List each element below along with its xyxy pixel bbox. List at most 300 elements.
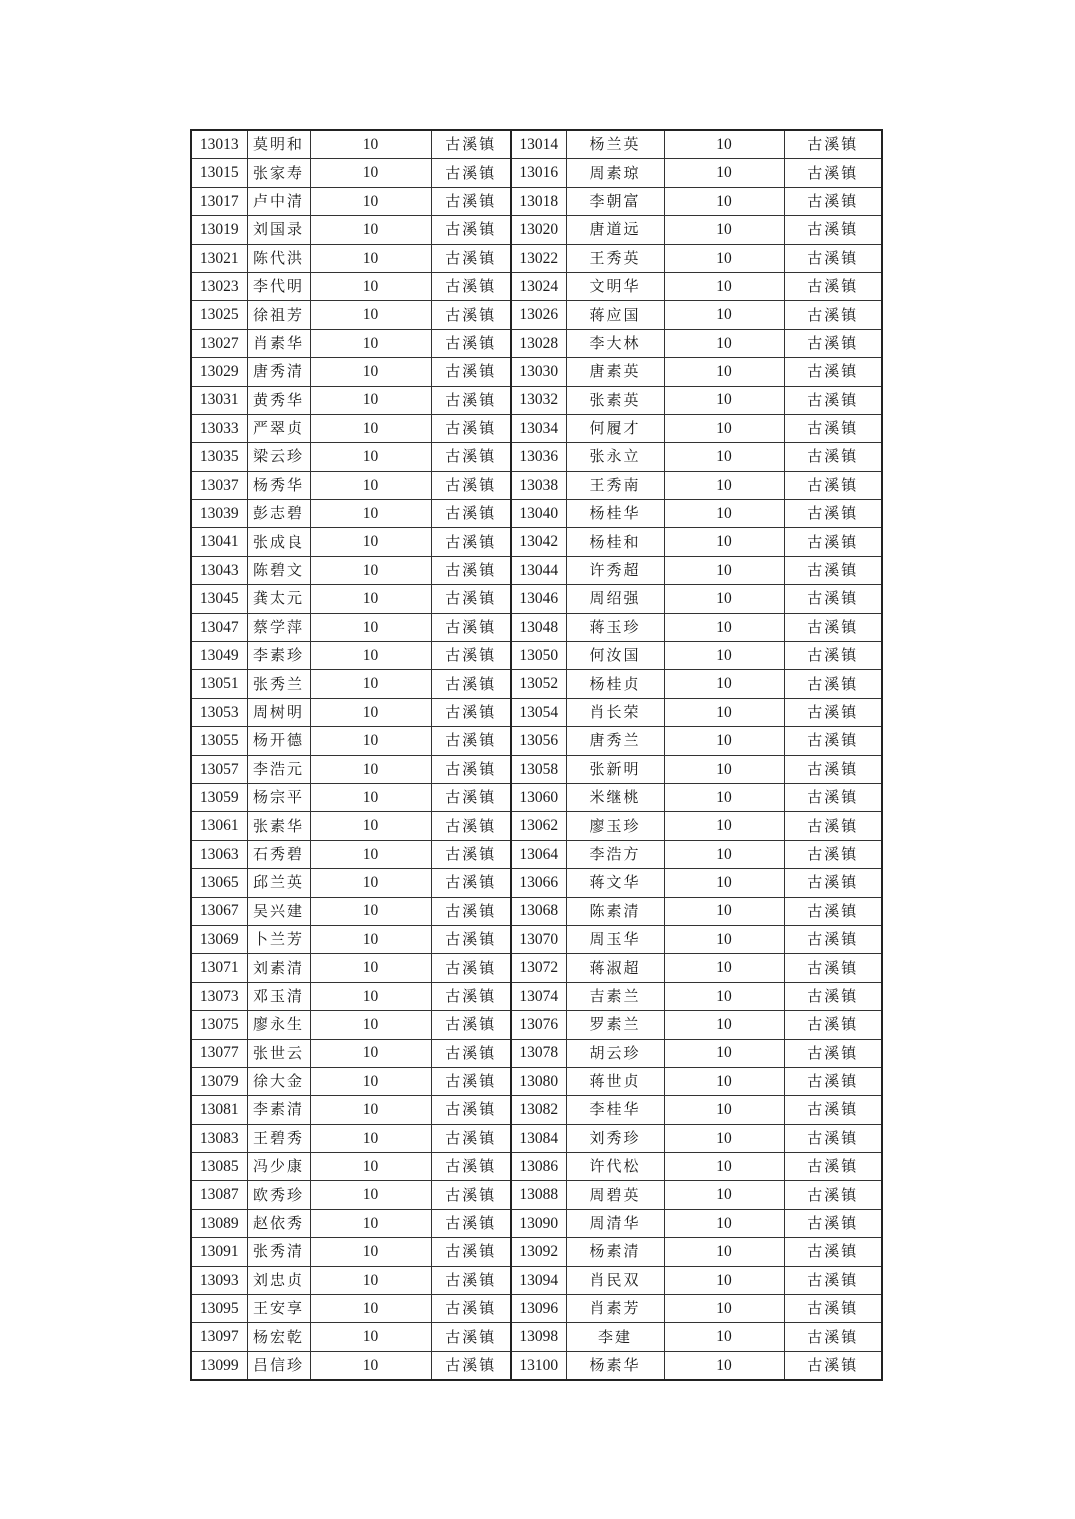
person-name-cell: 李代明 [247,272,310,300]
town-cell: 古溪镇 [784,187,882,215]
town-cell: 古溪镇 [431,1351,511,1380]
record-id-cell: 13067 [191,897,247,925]
record-id-cell: 13073 [191,982,247,1010]
table-row [191,1295,882,1323]
amount-cell: 10 [664,1096,784,1124]
person-name-cell: 张成良 [247,528,310,556]
record-id-cell: 13033 [191,414,247,442]
town-cell: 古溪镇 [431,783,511,811]
amount-cell: 10 [310,670,431,698]
amount-cell: 10 [310,159,431,187]
record-id-cell: 13066 [511,869,566,897]
person-name-cell: 李桂华 [566,1096,664,1124]
table-row [191,358,882,386]
person-name-cell: 周玉华 [566,925,664,953]
amount-cell: 10 [664,897,784,925]
record-id-cell: 13077 [191,1039,247,1067]
record-id-cell: 13028 [511,329,566,357]
person-name-cell: 梁云珍 [247,443,310,471]
amount-cell: 10 [310,556,431,584]
amount-cell: 10 [664,272,784,300]
person-name-cell: 李浩元 [247,755,310,783]
record-id-cell: 13056 [511,727,566,755]
town-cell: 古溪镇 [431,698,511,726]
town-cell: 古溪镇 [431,1266,511,1294]
town-cell: 古溪镇 [784,1011,882,1039]
person-name-cell: 张素英 [566,386,664,414]
table-row [191,301,882,329]
town-cell: 古溪镇 [784,159,882,187]
table-row [191,954,882,982]
person-name-cell: 李素清 [247,1096,310,1124]
town-cell: 古溪镇 [784,1351,882,1380]
record-id-cell: 13044 [511,556,566,584]
amount-cell: 10 [664,1153,784,1181]
amount-cell: 10 [310,301,431,329]
town-cell: 古溪镇 [784,755,882,783]
amount-cell: 10 [664,812,784,840]
person-name-cell: 杨桂和 [566,528,664,556]
person-name-cell: 李大林 [566,329,664,357]
record-id-cell: 13035 [191,443,247,471]
town-cell: 古溪镇 [784,954,882,982]
record-id-cell: 13079 [191,1067,247,1095]
person-name-cell: 蔡学萍 [247,613,310,641]
amount-cell: 10 [664,358,784,386]
town-cell: 古溪镇 [784,244,882,272]
town-cell: 古溪镇 [784,869,882,897]
record-id-cell: 13091 [191,1238,247,1266]
person-name-cell: 唐秀清 [247,358,310,386]
record-id-cell: 13029 [191,358,247,386]
amount-cell: 10 [310,1067,431,1095]
record-id-cell: 13039 [191,500,247,528]
amount-cell: 10 [310,1011,431,1039]
person-name-cell: 米继桃 [566,783,664,811]
amount-cell: 10 [310,216,431,244]
amount-cell: 10 [310,642,431,670]
person-name-cell: 龚太元 [247,585,310,613]
amount-cell: 10 [664,1295,784,1323]
person-name-cell: 杨宗平 [247,783,310,811]
person-name-cell: 杨桂华 [566,500,664,528]
record-id-cell: 13038 [511,471,566,499]
table-row [191,1209,882,1237]
amount-cell: 10 [310,925,431,953]
person-name-cell: 张素华 [247,812,310,840]
amount-cell: 10 [310,1266,431,1294]
table-row [191,1124,882,1152]
record-id-cell: 13078 [511,1039,566,1067]
record-id-cell: 13025 [191,301,247,329]
amount-cell: 10 [664,1181,784,1209]
amount-cell: 10 [310,613,431,641]
amount-cell: 10 [664,471,784,499]
record-id-cell: 13082 [511,1096,566,1124]
town-cell: 古溪镇 [431,869,511,897]
town-cell: 古溪镇 [431,301,511,329]
town-cell: 古溪镇 [784,556,882,584]
record-id-cell: 13085 [191,1153,247,1181]
town-cell: 古溪镇 [431,272,511,300]
person-name-cell: 吴兴建 [247,897,310,925]
table-row [191,1039,882,1067]
person-name-cell: 徐大金 [247,1067,310,1095]
record-id-cell: 13049 [191,642,247,670]
person-name-cell: 蒋文华 [566,869,664,897]
amount-cell: 10 [664,1067,784,1095]
table-row [191,670,882,698]
town-cell: 古溪镇 [784,1209,882,1237]
record-id-cell: 13023 [191,272,247,300]
roster-body [191,130,882,1380]
record-id-cell: 13018 [511,187,566,215]
person-name-cell: 张秀兰 [247,670,310,698]
amount-cell: 10 [310,812,431,840]
person-name-cell: 何履才 [566,414,664,442]
town-cell: 古溪镇 [784,130,882,159]
record-id-cell: 13015 [191,159,247,187]
amount-cell: 10 [664,1011,784,1039]
amount-cell: 10 [664,1209,784,1237]
record-id-cell: 13060 [511,783,566,811]
town-cell: 古溪镇 [431,1153,511,1181]
record-id-cell: 13047 [191,613,247,641]
table-row [191,1351,882,1380]
amount-cell: 10 [664,585,784,613]
table-row [191,1067,882,1095]
table-row [191,329,882,357]
amount-cell: 10 [664,1266,784,1294]
town-cell: 古溪镇 [431,727,511,755]
record-id-cell: 13017 [191,187,247,215]
person-name-cell: 张家寿 [247,159,310,187]
town-cell: 古溪镇 [431,471,511,499]
table-row [191,130,882,159]
town-cell: 古溪镇 [431,1295,511,1323]
amount-cell: 10 [664,727,784,755]
town-cell: 古溪镇 [784,982,882,1010]
table-row [191,698,882,726]
record-id-cell: 13063 [191,840,247,868]
table-row [191,1266,882,1294]
town-cell: 古溪镇 [431,897,511,925]
roster-table [190,129,883,1381]
town-cell: 古溪镇 [431,585,511,613]
town-cell: 古溪镇 [431,329,511,357]
record-id-cell: 13030 [511,358,566,386]
table-row [191,500,882,528]
record-id-cell: 13014 [511,130,566,159]
person-name-cell: 刘秀珍 [566,1124,664,1152]
record-id-cell: 13016 [511,159,566,187]
person-name-cell: 肖民双 [566,1266,664,1294]
record-id-cell: 13097 [191,1323,247,1351]
person-name-cell: 陈素清 [566,897,664,925]
town-cell: 古溪镇 [784,925,882,953]
record-id-cell: 13080 [511,1067,566,1095]
record-id-cell: 13075 [191,1011,247,1039]
town-cell: 古溪镇 [784,1124,882,1152]
record-id-cell: 13095 [191,1295,247,1323]
amount-cell: 10 [664,670,784,698]
town-cell: 古溪镇 [431,358,511,386]
town-cell: 古溪镇 [784,500,882,528]
amount-cell: 10 [310,783,431,811]
table-row [191,159,882,187]
town-cell: 古溪镇 [784,358,882,386]
record-id-cell: 13071 [191,954,247,982]
amount-cell: 10 [310,1323,431,1351]
record-id-cell: 13090 [511,1209,566,1237]
person-name-cell: 陈代洪 [247,244,310,272]
town-cell: 古溪镇 [431,528,511,556]
record-id-cell: 13057 [191,755,247,783]
record-id-cell: 13050 [511,642,566,670]
person-name-cell: 周碧英 [566,1181,664,1209]
table-row [191,925,882,953]
town-cell: 古溪镇 [431,1011,511,1039]
person-name-cell: 冯少康 [247,1153,310,1181]
amount-cell: 10 [664,556,784,584]
town-cell: 古溪镇 [431,954,511,982]
table-row [191,613,882,641]
person-name-cell: 石秀碧 [247,840,310,868]
amount-cell: 10 [664,1351,784,1380]
record-id-cell: 13021 [191,244,247,272]
town-cell: 古溪镇 [431,840,511,868]
town-cell: 古溪镇 [784,1096,882,1124]
table-row [191,244,882,272]
person-name-cell: 周清华 [566,1209,664,1237]
table-row [191,528,882,556]
record-id-cell: 13092 [511,1238,566,1266]
town-cell: 古溪镇 [784,216,882,244]
amount-cell: 10 [310,869,431,897]
record-id-cell: 13055 [191,727,247,755]
table-row [191,1096,882,1124]
amount-cell: 10 [664,386,784,414]
amount-cell: 10 [664,216,784,244]
town-cell: 古溪镇 [431,1096,511,1124]
person-name-cell: 莫明和 [247,130,310,159]
town-cell: 古溪镇 [431,159,511,187]
table-row [191,1181,882,1209]
person-name-cell: 杨开德 [247,727,310,755]
record-id-cell: 13054 [511,698,566,726]
town-cell: 古溪镇 [784,1295,882,1323]
amount-cell: 10 [664,698,784,726]
amount-cell: 10 [310,585,431,613]
amount-cell: 10 [310,982,431,1010]
person-name-cell: 周树明 [247,698,310,726]
amount-cell: 10 [310,272,431,300]
person-name-cell: 刘国录 [247,216,310,244]
table-row [191,783,882,811]
amount-cell: 10 [664,755,784,783]
town-cell: 古溪镇 [784,585,882,613]
table-row [191,840,882,868]
town-cell: 古溪镇 [431,613,511,641]
person-name-cell: 蒋淑超 [566,954,664,982]
table-row [191,272,882,300]
person-name-cell: 刘素清 [247,954,310,982]
person-name-cell: 邱兰英 [247,869,310,897]
amount-cell: 10 [310,897,431,925]
table-row [191,386,882,414]
record-id-cell: 13100 [511,1351,566,1380]
record-id-cell: 13084 [511,1124,566,1152]
amount-cell: 10 [664,982,784,1010]
record-id-cell: 13061 [191,812,247,840]
town-cell: 古溪镇 [431,414,511,442]
town-cell: 古溪镇 [431,216,511,244]
person-name-cell: 杨桂贞 [566,670,664,698]
person-name-cell: 彭志碧 [247,500,310,528]
record-id-cell: 13064 [511,840,566,868]
table-row [191,812,882,840]
person-name-cell: 肖素芳 [566,1295,664,1323]
person-name-cell: 张秀清 [247,1238,310,1266]
person-name-cell: 黄秀华 [247,386,310,414]
town-cell: 古溪镇 [784,642,882,670]
town-cell: 古溪镇 [784,471,882,499]
table-row [191,755,882,783]
amount-cell: 10 [664,244,784,272]
person-name-cell: 杨兰英 [566,130,664,159]
amount-cell: 10 [310,386,431,414]
town-cell: 古溪镇 [431,1209,511,1237]
town-cell: 古溪镇 [784,1266,882,1294]
person-name-cell: 周绍强 [566,585,664,613]
person-name-cell: 何汝国 [566,642,664,670]
town-cell: 古溪镇 [431,130,511,159]
amount-cell: 10 [310,1351,431,1380]
town-cell: 古溪镇 [784,301,882,329]
person-name-cell: 张世云 [247,1039,310,1067]
amount-cell: 10 [310,1124,431,1152]
town-cell: 古溪镇 [784,1039,882,1067]
record-id-cell: 13031 [191,386,247,414]
record-id-cell: 13013 [191,130,247,159]
table-row [191,443,882,471]
amount-cell: 10 [664,783,784,811]
person-name-cell: 蒋应国 [566,301,664,329]
person-name-cell: 李素珍 [247,642,310,670]
record-id-cell: 13098 [511,1323,566,1351]
record-id-cell: 13042 [511,528,566,556]
town-cell: 古溪镇 [784,1323,882,1351]
record-id-cell: 13081 [191,1096,247,1124]
amount-cell: 10 [310,443,431,471]
town-cell: 古溪镇 [784,329,882,357]
record-id-cell: 13040 [511,500,566,528]
person-name-cell: 罗素兰 [566,1011,664,1039]
record-id-cell: 13046 [511,585,566,613]
amount-cell: 10 [310,358,431,386]
town-cell: 古溪镇 [784,1238,882,1266]
record-id-cell: 13088 [511,1181,566,1209]
record-id-cell: 13052 [511,670,566,698]
person-name-cell: 吕信珍 [247,1351,310,1380]
person-name-cell: 杨秀华 [247,471,310,499]
amount-cell: 10 [310,1238,431,1266]
record-id-cell: 13020 [511,216,566,244]
table-row [191,414,882,442]
person-name-cell: 唐素英 [566,358,664,386]
record-id-cell: 13070 [511,925,566,953]
town-cell: 古溪镇 [431,1323,511,1351]
amount-cell: 10 [310,414,431,442]
amount-cell: 10 [310,187,431,215]
person-name-cell: 赵依秀 [247,1209,310,1237]
amount-cell: 10 [310,1295,431,1323]
person-name-cell: 卢中清 [247,187,310,215]
amount-cell: 10 [310,329,431,357]
town-cell: 古溪镇 [431,244,511,272]
record-id-cell: 13062 [511,812,566,840]
record-id-cell: 13069 [191,925,247,953]
person-name-cell: 王秀南 [566,471,664,499]
person-name-cell: 杨宏乾 [247,1323,310,1351]
town-cell: 古溪镇 [431,670,511,698]
person-name-cell: 严翠贞 [247,414,310,442]
amount-cell: 10 [664,869,784,897]
amount-cell: 10 [310,755,431,783]
amount-cell: 10 [664,500,784,528]
amount-cell: 10 [664,954,784,982]
record-id-cell: 13019 [191,216,247,244]
record-id-cell: 13051 [191,670,247,698]
town-cell: 古溪镇 [784,727,882,755]
record-id-cell: 13072 [511,954,566,982]
amount-cell: 10 [664,1238,784,1266]
town-cell: 古溪镇 [784,897,882,925]
town-cell: 古溪镇 [784,1153,882,1181]
record-id-cell: 13083 [191,1124,247,1152]
amount-cell: 10 [310,471,431,499]
person-name-cell: 蒋玉珍 [566,613,664,641]
town-cell: 古溪镇 [784,1067,882,1095]
record-id-cell: 13045 [191,585,247,613]
table-row [191,727,882,755]
table-row [191,869,882,897]
person-name-cell: 张新明 [566,755,664,783]
town-cell: 古溪镇 [784,443,882,471]
amount-cell: 10 [664,840,784,868]
record-id-cell: 13024 [511,272,566,300]
person-name-cell: 徐祖芳 [247,301,310,329]
town-cell: 古溪镇 [431,386,511,414]
town-cell: 古溪镇 [431,812,511,840]
amount-cell: 10 [310,1096,431,1124]
record-id-cell: 13094 [511,1266,566,1294]
town-cell: 古溪镇 [784,613,882,641]
table-row [191,982,882,1010]
person-name-cell: 肖长荣 [566,698,664,726]
amount-cell: 10 [664,443,784,471]
table-row [191,216,882,244]
town-cell: 古溪镇 [431,1181,511,1209]
amount-cell: 10 [310,244,431,272]
table-row [191,642,882,670]
table-row [191,471,882,499]
town-cell: 古溪镇 [431,443,511,471]
person-name-cell: 杨素清 [566,1238,664,1266]
person-name-cell: 廖永生 [247,1011,310,1039]
town-cell: 古溪镇 [431,925,511,953]
record-id-cell: 13037 [191,471,247,499]
